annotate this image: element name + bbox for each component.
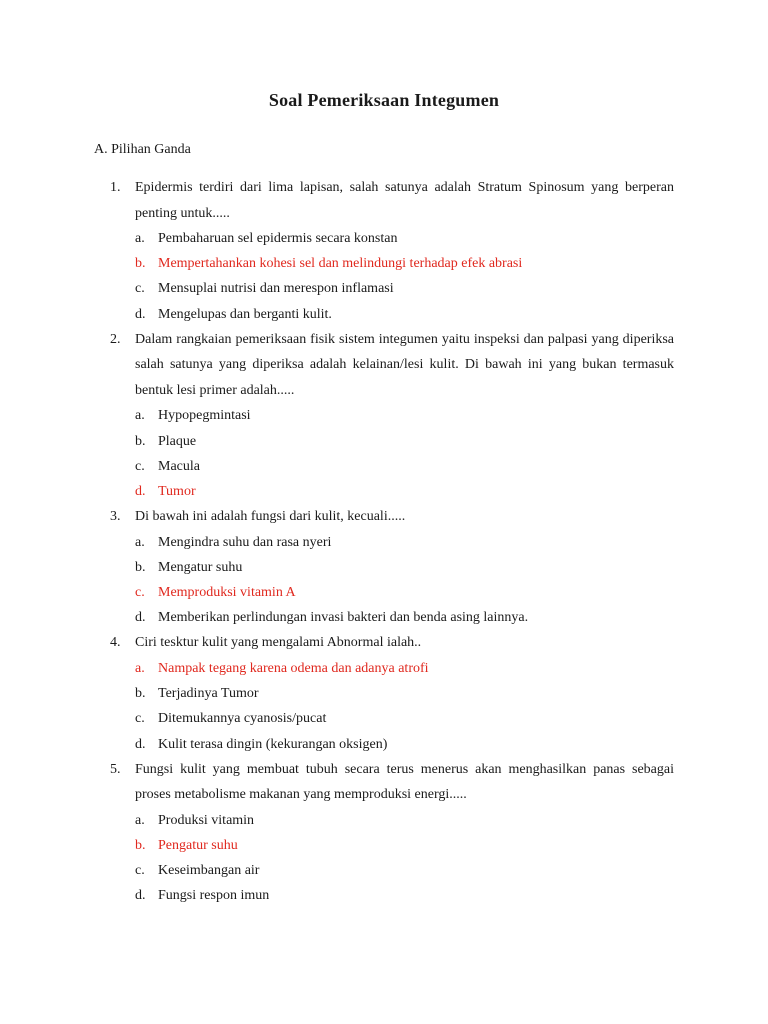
answer-options — [135, 656, 674, 757]
question-number: 4. — [110, 635, 121, 651]
option-text: Hypopegmintasi — [158, 408, 251, 424]
option-letter: d. — [135, 610, 146, 626]
option-text: Memproduksi vitamin A — [158, 585, 296, 601]
question-number: 1. — [110, 180, 121, 195]
answer-option-correct — [135, 580, 674, 605]
answer-options — [135, 530, 674, 631]
question-text: Dalam rangkaian pemeriksaan fisik sistem integumen yaitu inspeksi dan palpasi yang diperiksa salah satunya yang diperiksa adalah kelainan/lesi kulit. Di bawah ini yang bukan termasuk bentuk lesi primer adalah..... — [135, 331, 674, 398]
answer-option — [135, 883, 674, 908]
option-text: Macula — [158, 458, 200, 474]
answer-option — [135, 429, 674, 454]
document-title: Soal Pemeriksaan Integumen — [268, 90, 500, 110]
option-text: Pengatur suhu — [158, 837, 238, 853]
option-letter: c. — [135, 863, 145, 879]
option-letter: d. — [135, 306, 146, 322]
question-list — [94, 175, 674, 909]
option-text: Mengindra suhu dan rasa nyeri — [158, 534, 332, 550]
option-letter: b. — [135, 837, 146, 853]
option-letter: b. — [135, 256, 146, 272]
option-letter: d. — [135, 483, 146, 499]
option-letter: a. — [135, 534, 145, 550]
option-letter: a. — [135, 408, 145, 424]
option-text: Ditemukannya cyanosis/pucat — [158, 711, 327, 727]
question-item — [94, 630, 674, 756]
option-text: Pembaharuan sel epidermis secara konstan — [158, 231, 398, 246]
option-text: Kulit terasa dingin (kekurangan oksigen) — [158, 736, 388, 752]
option-letter: c. — [135, 458, 145, 474]
option-text: Fungsi respon imun — [158, 888, 270, 904]
answer-options — [135, 403, 674, 504]
answer-option-correct — [135, 833, 674, 858]
question-text: Fungsi kulit yang membuat tubuh secara terus menerus akan menghasilkan panas sebagai proses metabolisme makanan yang memproduksi energi..... — [135, 761, 674, 803]
answer-option — [135, 530, 674, 555]
question-number: 2. — [110, 331, 121, 347]
answer-option — [135, 302, 674, 327]
option-text: Plaque — [158, 433, 197, 449]
answer-option — [135, 454, 674, 479]
answer-option — [135, 732, 674, 757]
option-letter: a. — [135, 812, 145, 828]
option-letter: a. — [135, 231, 145, 246]
question-item — [94, 175, 674, 327]
answer-option — [135, 555, 674, 580]
answer-option — [135, 276, 674, 301]
section-heading: A. Pilihan Ganda — [94, 142, 191, 157]
option-text: Produksi vitamin — [158, 812, 255, 828]
option-letter: c. — [135, 281, 145, 297]
option-letter: b. — [135, 559, 146, 575]
option-text: Tumor — [158, 483, 196, 499]
answer-option — [135, 605, 674, 630]
question-text: Ciri tesktur kulit yang mengalami Abnormal ialah.. — [135, 635, 422, 651]
question-number: 5. — [110, 761, 121, 777]
answer-option — [135, 681, 674, 706]
answer-options — [135, 226, 674, 327]
option-letter: c. — [135, 711, 145, 727]
question-text: Di bawah ini adalah fungsi dari kulit, kecuali..... — [135, 509, 406, 525]
answer-options — [135, 808, 674, 909]
option-text: Mensuplai nutrisi dan merespon inflamasi — [158, 281, 394, 297]
question-item — [94, 757, 674, 909]
answer-option-correct — [135, 479, 674, 504]
option-letter: d. — [135, 888, 146, 904]
option-text: Mengelupas dan berganti kulit. — [158, 306, 332, 322]
option-text: Terjadinya Tumor — [158, 686, 259, 702]
answer-option — [135, 403, 674, 428]
answer-option — [135, 226, 674, 251]
option-text: Mempertahankan kohesi sel dan melindungi terhadap efek abrasi — [158, 256, 523, 272]
option-text: Mengatur suhu — [158, 559, 243, 575]
option-letter: b. — [135, 433, 146, 449]
question-text: Epidermis terdiri dari lima lapisan, salah satunya adalah Stratum Spinosum yang berperan penting untuk..... — [135, 180, 674, 221]
option-text: Keseimbangan air — [158, 863, 260, 879]
option-text: Nampak tegang karena odema dan adanya atrofi — [158, 660, 429, 676]
answer-option — [135, 858, 674, 883]
option-letter: a. — [135, 660, 145, 676]
question-number: 3. — [110, 509, 121, 525]
answer-option-correct — [135, 656, 674, 681]
answer-option — [135, 808, 674, 833]
option-text: Memberikan perlindungan invasi bakteri dan benda asing lainnya. — [158, 610, 529, 626]
answer-option-correct — [135, 251, 674, 276]
question-item — [94, 327, 674, 504]
option-letter: b. — [135, 686, 146, 702]
option-letter: c. — [135, 585, 145, 601]
answer-option — [135, 706, 674, 731]
question-item — [94, 504, 674, 630]
option-letter: d. — [135, 736, 146, 752]
